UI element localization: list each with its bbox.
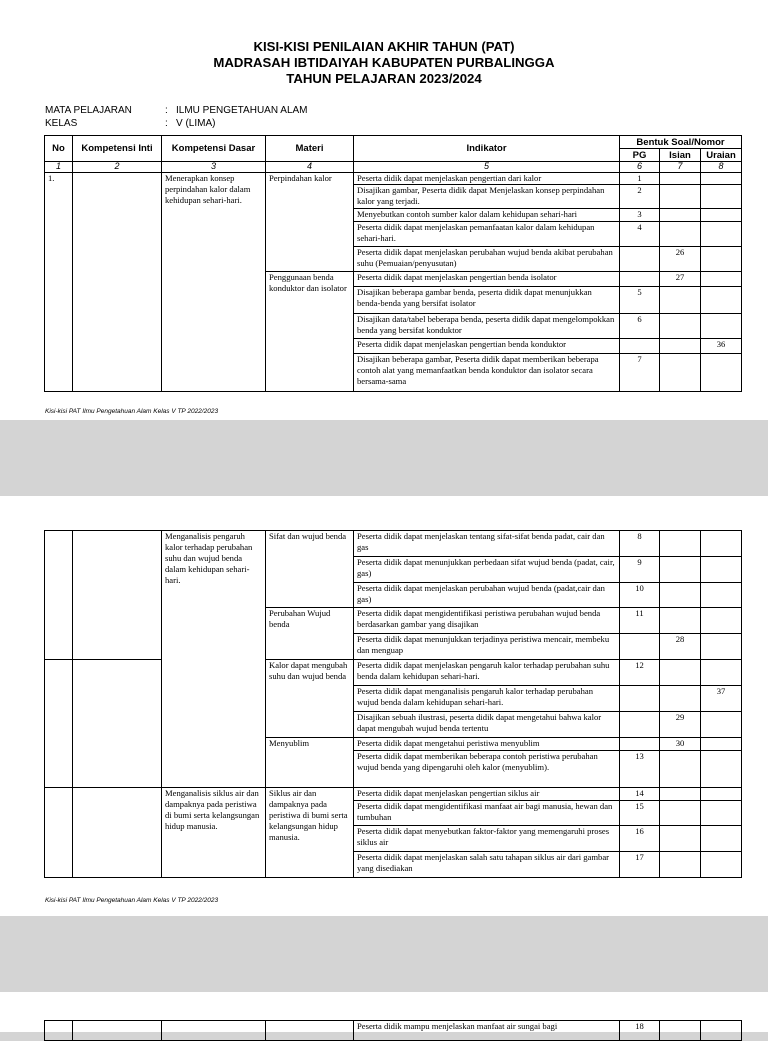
uraian-cell (701, 173, 742, 185)
kisi-kisi-table-page-2 (44, 530, 742, 878)
isian-cell (660, 173, 701, 185)
row-no (45, 660, 73, 788)
ki-cell (73, 660, 162, 788)
isian-cell (660, 608, 701, 634)
pg-cell: 11 (620, 608, 660, 634)
materi-cell: Kalor dapat mengubah suhu dan wujud benda (266, 660, 354, 738)
indikator-cell: Peserta didik dapat menjelaskan tentang sifat-sifat benda padat, cair dan gas (354, 531, 620, 557)
col-number: 7 (660, 162, 701, 173)
indikator-cell: Peserta didik dapat menunjukkan perbedaan sifat wujud benda (padat, cair, gas) (354, 557, 620, 583)
indikator-cell: Disajikan beberapa gambar benda, peserta didik dapat menunjukkan benda-benda yang bersifat isolator (354, 287, 620, 314)
kd-cell: Menganalisis siklus air dan dampaknya pada peristiwa di bumi serta kelangsungan hidup manusia. (162, 788, 266, 878)
uraian-cell (701, 557, 742, 583)
isian-cell (660, 314, 701, 339)
table-row (45, 788, 742, 801)
uraian-cell (701, 634, 742, 660)
kisi-kisi-table-page-3 (44, 1020, 742, 1041)
uraian-cell (701, 801, 742, 826)
materi-cell: Penggunaan benda konduktor dan isolator (266, 272, 354, 392)
col-number: 6 (620, 162, 660, 173)
indikator-cell: Disajikan gambar, Peserta didik dapat Menjelaskan konsep perpindahan kalor yang terjadi. (354, 185, 620, 209)
indikator-cell: Peserta didik dapat mengetahui peristiwa menyublim (354, 738, 620, 751)
class-label: KELAS (45, 118, 78, 129)
isian-cell: 28 (660, 634, 701, 660)
indikator-cell: Peserta didik mampu menjelaskan manfaat air sungai bagi (354, 1021, 620, 1041)
kd-cell: Menganalisis pengaruh kalor terhadap perubahan suhu dan wujud benda dalam kehidupan sehari-hari. (162, 531, 266, 788)
uraian-cell: 37 (701, 686, 742, 712)
pg-cell: 4 (620, 222, 660, 247)
pg-cell: 7 (620, 354, 660, 392)
isian-cell (660, 557, 701, 583)
isian-cell (660, 531, 701, 557)
pg-cell (620, 712, 660, 738)
isian-cell (660, 339, 701, 354)
kd-cell: Menerapkan konsep perpindahan kalor dalam kehidupan sehari-hari. (162, 173, 266, 392)
materi-cell: Sifat dan wujud benda (266, 531, 354, 608)
isian-cell: 26 (660, 247, 701, 272)
page-footer: Kisi-kisi PAT Ilmu Pengetahuan Alam Kelas V TP 2022/2023 (45, 408, 219, 415)
indikator-cell: Peserta didik dapat menjelaskan pengertian dari kalor (354, 173, 620, 185)
uraian-cell (701, 185, 742, 209)
pg-cell: 5 (620, 287, 660, 314)
isian-cell: 27 (660, 272, 701, 287)
pg-cell: 12 (620, 660, 660, 686)
isian-cell (660, 852, 701, 878)
pg-cell: 15 (620, 801, 660, 826)
indikator-cell: Peserta didik dapat menjelaskan pengertian benda isolator (354, 272, 620, 287)
uraian-cell (701, 314, 742, 339)
table-row (45, 531, 742, 557)
col-header-no: No (45, 136, 73, 162)
isian-cell (660, 788, 701, 801)
pg-cell: 3 (620, 209, 660, 222)
pg-cell (620, 247, 660, 272)
uraian-cell (701, 852, 742, 878)
document-page-1 (0, 0, 768, 420)
indikator-cell: Peserta didik dapat menjelaskan perubahan wujud benda akibat perubahan suhu (Pemuaian/penyusutan) (354, 247, 620, 272)
pg-cell: 14 (620, 788, 660, 801)
pg-cell: 2 (620, 185, 660, 209)
indikator-cell: Peserta didik dapat mengidentifikasi peristiwa perubahan wujud benda berdasarkan gambar yang disajikan (354, 608, 620, 634)
isian-cell (660, 660, 701, 686)
uraian-cell (701, 354, 742, 392)
indikator-cell: Peserta didik dapat mengidentifikasi manfaat air bagi manusia, hewan dan tumbuhan (354, 801, 620, 826)
indikator-cell: Peserta didik dapat menjelaskan pengertian siklus air (354, 788, 620, 801)
materi-cell: Perpindahan kalor (266, 173, 354, 272)
colon: : (165, 105, 168, 116)
indikator-cell: Peserta didik dapat menyebutkan faktor-faktor yang memengaruhi proses siklus air (354, 826, 620, 852)
uraian-cell (701, 738, 742, 751)
col-number: 2 (73, 162, 162, 173)
col-header-materi: Materi (266, 136, 354, 162)
col-header-uraian: Uraian (701, 149, 742, 162)
pg-cell: 9 (620, 557, 660, 583)
col-header-pg: PG (620, 149, 660, 162)
isian-cell (660, 354, 701, 392)
col-header-kd: Kompetensi Dasar (162, 136, 266, 162)
col-number: 8 (701, 162, 742, 173)
ki-cell (73, 531, 162, 660)
row-no (45, 531, 73, 660)
uraian-cell (701, 788, 742, 801)
isian-cell (660, 686, 701, 712)
table-row (45, 173, 742, 185)
indikator-cell: Peserta didik dapat menunjukkan terjadinya peristiwa mencair, membeku dan menguap (354, 634, 620, 660)
isian-cell (660, 222, 701, 247)
isian-cell (660, 826, 701, 852)
pg-cell (620, 272, 660, 287)
header-school-line: MADRASAH IBTIDAIYAH KABUPATEN PURBALINGGA (213, 55, 555, 70)
indikator-cell: Peserta didik dapat menjelaskan pemanfaatan kalor dalam kehidupan sehari-hari. (354, 222, 620, 247)
header-title-line: KISI-KISI PENILAIAN AKHIR TAHUN (PAT) (253, 39, 515, 54)
row-no: 1. (45, 173, 73, 392)
indikator-cell: Peserta didik dapat memberikan beberapa contoh peristiwa perubahan wujud benda yang dipengaruhi oleh kalor (menyublim). (354, 751, 620, 788)
uraian-cell (701, 660, 742, 686)
col-header-ki: Kompetensi Inti (73, 136, 162, 162)
table-row (45, 660, 742, 686)
ki-cell (73, 173, 162, 392)
isian-cell (660, 583, 701, 608)
colon: : (165, 118, 168, 129)
indikator-cell: Peserta didik dapat menjelaskan pengaruh kalor terhadap perubahan suhu benda dalam kehidupan sehari-hari. (354, 660, 620, 686)
pg-cell: 6 (620, 314, 660, 339)
uraian-cell (701, 287, 742, 314)
col-header-indikator: Indikator (354, 136, 620, 162)
col-number: 3 (162, 162, 266, 173)
pg-cell (620, 634, 660, 660)
col-number: 5 (354, 162, 620, 173)
pg-cell: 17 (620, 852, 660, 878)
class-value: V (LIMA) (176, 118, 216, 129)
indikator-cell: Peserta didik dapat menjelaskan pengertian benda konduktor (354, 339, 620, 354)
pg-cell: 8 (620, 531, 660, 557)
isian-cell (660, 751, 701, 788)
uraian-cell (701, 222, 742, 247)
col-header-bentuk-soal: Bentuk Soal/Nomor (620, 136, 742, 149)
uraian-cell: 36 (701, 339, 742, 354)
document-page-2 (0, 496, 768, 916)
isian-cell (660, 185, 701, 209)
pg-cell: 13 (620, 751, 660, 788)
col-number: 1 (45, 162, 73, 173)
isian-cell: 29 (660, 712, 701, 738)
indikator-cell: Peserta didik dapat menjelaskan perubahan wujud benda (padat,cair dan gas) (354, 583, 620, 608)
col-number: 4 (266, 162, 354, 173)
uraian-cell (701, 583, 742, 608)
indikator-cell: Peserta didik dapat menjelaskan salah satu tahapan siklus air dari gambar yang disediakan (354, 852, 620, 878)
uraian-cell (701, 272, 742, 287)
ki-cell (73, 788, 162, 878)
col-header-isian: Isian (660, 149, 701, 162)
materi-cell: Siklus air dan dampaknya pada peristiwa di bumi serta kelangsungan hidup manusia. (266, 788, 354, 878)
meta-class (45, 118, 215, 129)
uraian-cell (701, 247, 742, 272)
subject-value: ILMU PENGETAHUAN ALAM (176, 105, 308, 116)
indikator-cell: Peserta didik dapat menganalisis pengaruh kalor terhadap perubahan wujud benda dalam kehidupan sehari-hari. (354, 686, 620, 712)
isian-cell (660, 801, 701, 826)
pg-cell (620, 339, 660, 354)
materi-cell: Menyublim (266, 738, 354, 788)
materi-cell: Perubahan Wujud benda (266, 608, 354, 660)
uraian-cell (701, 712, 742, 738)
header-year-line: TAHUN PELAJARAN 2023/2024 (286, 71, 482, 86)
indikator-cell: Disajikan beberapa gambar, Peserta didik dapat memberikan beberapa contoh alat yang memanfaatkan benda konduktor dan isolator secara bersama-sama (354, 354, 620, 392)
indikator-cell: Disajikan sebuah ilustrasi, peserta didik dapat mengetahui bahwa kalor dapat mengubah wujud benda tertentu (354, 712, 620, 738)
pg-cell: 1 (620, 173, 660, 185)
isian-cell (660, 209, 701, 222)
isian-cell: 30 (660, 738, 701, 751)
meta-subject (45, 105, 308, 116)
row-no (45, 788, 73, 878)
uraian-cell (701, 209, 742, 222)
uraian-cell (701, 531, 742, 557)
pg-cell (620, 738, 660, 751)
document-header (0, 39, 768, 87)
pg-cell: 18 (620, 1021, 660, 1041)
subject-label: MATA PELAJARAN (45, 105, 132, 116)
uraian-cell (701, 751, 742, 788)
kisi-kisi-table-page-1 (44, 135, 742, 392)
isian-cell (660, 287, 701, 314)
uraian-cell (701, 608, 742, 634)
indikator-cell: Menyebutkan contoh sumber kalor dalam kehidupan sehari-hari (354, 209, 620, 222)
page-footer: Kisi-kisi PAT Ilmu Pengetahuan Alam Kelas V TP 2022/2023 (45, 897, 219, 904)
indikator-cell: Disajikan data/tabel beberapa benda, peserta didik dapat mengelompokkan benda yang bersifat konduktor (354, 314, 620, 339)
uraian-cell (701, 826, 742, 852)
pg-cell (620, 686, 660, 712)
document-page-3 (0, 992, 768, 1032)
pg-cell: 10 (620, 583, 660, 608)
pg-cell: 16 (620, 826, 660, 852)
